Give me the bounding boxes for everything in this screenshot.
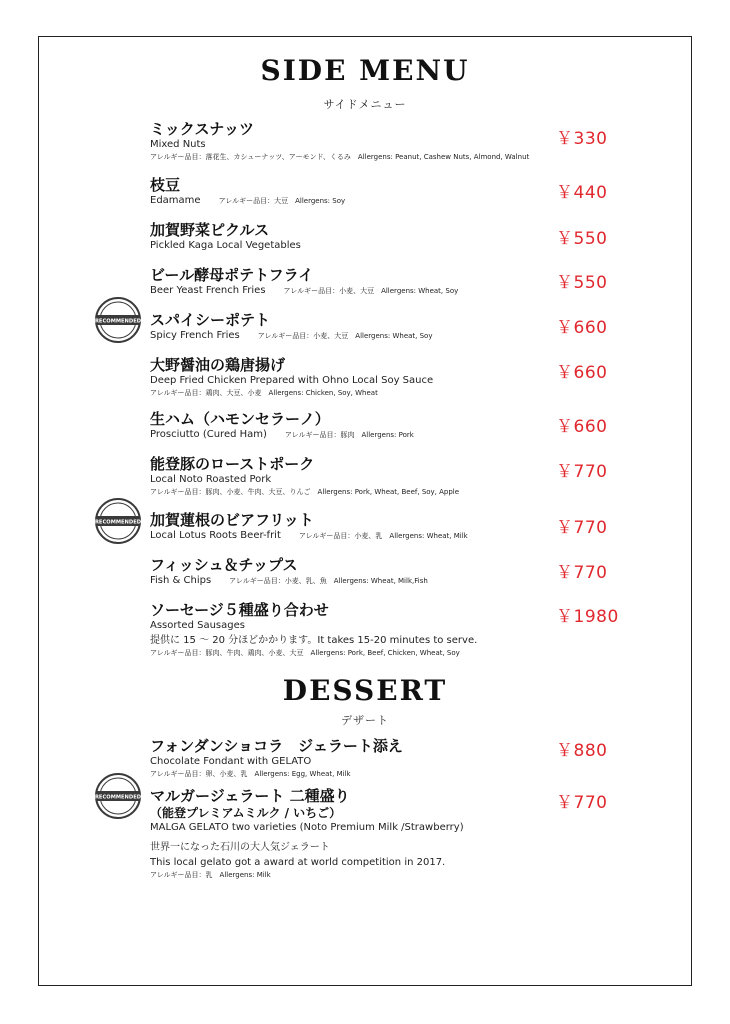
item-note-en: This local gelato got a award at world competition in 2017. — [150, 857, 446, 868]
item-name-en: Local Lotus Roots Beer-frit — [150, 530, 281, 541]
item-allergens: アレルギー品目：豚肉、小麦、牛肉、大豆、りんご Allergens: Pork, Wheat, Beef, Soy, Apple — [150, 488, 460, 496]
item-name-jp-sub: （能登プレミアムミルク / いちご） — [150, 806, 342, 820]
item-allergens: アレルギー品目：大豆 Allergens: Soy — [218, 197, 346, 205]
item-name-en: Beer Yeast French Fries — [150, 285, 266, 296]
item-name-jp: 加賀蓮根のビアフリット — [150, 511, 314, 529]
item-name-jp: フォンダンショコラ ジェラート添え — [150, 737, 403, 755]
item-name-jp: ミックスナッツ — [150, 120, 254, 138]
item-name-en: Spicy French Fries — [150, 330, 240, 341]
item-name-jp: 加賀野菜ピクルス — [150, 221, 270, 239]
item-allergens: アレルギー品目：落花生、カシューナッツ、アーモンド、くるみ Allergens: Peanut, Cashew Nuts, Almond, Walnut — [150, 153, 530, 161]
item-name-jp: スパイシーポテト — [150, 311, 271, 329]
menu-item — [150, 311, 610, 343]
item-name-en: Assorted Sausages — [150, 620, 245, 631]
menu-item — [150, 787, 610, 881]
item-note: 提供に 15 ～ 20 分ほどかかります。It takes 15-20 minutes to serve. — [150, 635, 478, 646]
item-allergens: アレルギー品目：小麦、大豆 Allergens: Wheat, Soy — [257, 332, 433, 340]
recommended-badge — [94, 497, 142, 545]
item-name-en: Local Noto Roasted Pork — [150, 474, 272, 485]
item-name-en: Pickled Kaga Local Vegetables — [150, 240, 301, 251]
menu-item — [150, 511, 610, 543]
item-price: ￥770 — [556, 793, 608, 813]
menu-item — [150, 176, 610, 208]
menu-item — [150, 737, 610, 780]
badge-text: RECOMMENDED — [94, 794, 142, 801]
item-name-jp: ソーセージ５種盛り合わせ — [150, 601, 329, 619]
menu-item — [150, 601, 610, 659]
badge-text: RECOMMENDED — [94, 519, 142, 526]
menu-item — [150, 221, 610, 253]
menu-item — [150, 356, 610, 399]
menu-item — [150, 410, 610, 442]
item-price: ￥880 — [556, 741, 608, 761]
dessert-title: DESSERT — [282, 674, 448, 707]
item-allergens: アレルギー品目：卵、小麦、乳 Allergens: Egg, Wheat, Milk — [150, 770, 351, 778]
dessert-subtitle: デザート — [341, 714, 389, 727]
item-name-en: MALGA GELATO two varieties (Noto Premium Milk /Strawberry) — [150, 822, 464, 833]
item-price: ￥330 — [556, 129, 608, 149]
menu-item — [150, 266, 610, 298]
item-name-en: Edamame — [150, 195, 201, 206]
item-note-jp: 世界一になった石川の大人気ジェラート — [150, 842, 330, 853]
item-name-jp: フィッシュ＆チップス — [150, 556, 298, 574]
badge-text: RECOMMENDED — [94, 318, 142, 325]
item-allergens: アレルギー品目：小麦、大豆 Allergens: Wheat, Soy — [283, 287, 459, 295]
recommended-badge — [94, 296, 142, 344]
item-name-jp: 大野醤油の鶏唐揚げ — [150, 356, 286, 374]
item-allergens: アレルギー品目：豚肉、牛肉、鶏肉、小麦、大豆 Allergens: Pork, Beef, Chicken, Wheat, Soy — [150, 649, 460, 657]
item-price: ￥550 — [556, 229, 608, 249]
item-price: ￥770 — [556, 518, 608, 538]
item-name-en: Fish & Chips — [150, 575, 212, 586]
item-price: ￥660 — [556, 417, 608, 437]
item-allergens: アレルギー品目：鶏肉、大豆、小麦 Allergens: Chicken, Soy, Wheat — [150, 389, 378, 397]
item-name-jp: 枝豆 — [150, 176, 181, 194]
menu-item — [150, 455, 610, 498]
item-name-en: Chocolate Fondant with GELATO — [150, 756, 312, 767]
item-allergens: アレルギー品目：小麦、乳 Allergens: Wheat, Milk — [298, 532, 468, 540]
menu-item — [150, 556, 610, 588]
item-allergens: アレルギー品目：乳 Allergens: Milk — [150, 871, 271, 879]
side-menu-title: SIDE MENU — [260, 54, 470, 87]
side-menu-subtitle: サイドメニュー — [323, 98, 407, 111]
menu-item — [150, 120, 610, 163]
item-name-jp: マルガージェラート 二種盛り — [150, 787, 350, 805]
item-allergens: アレルギー品目：小麦、乳、魚 Allergens: Wheat, Milk,Fish — [229, 577, 428, 585]
item-price: ￥660 — [556, 363, 608, 383]
item-name-jp: ビール酵母ポテトフライ — [150, 266, 314, 284]
item-price: ￥440 — [556, 183, 608, 203]
item-name-jp: 能登豚のローストポーク — [150, 455, 315, 473]
item-allergens: アレルギー品目：豚肉 Allergens: Pork — [284, 431, 414, 439]
item-price: ￥770 — [556, 462, 608, 482]
item-price: ￥770 — [556, 563, 608, 583]
item-price: ￥660 — [556, 318, 608, 338]
recommended-badge — [94, 772, 142, 820]
item-name-en: Prosciutto (Cured Ham) — [150, 429, 267, 440]
item-price: ￥550 — [556, 273, 608, 293]
item-name-en: Deep Fried Chicken Prepared with Ohno Local Soy Sauce — [150, 375, 434, 386]
item-name-jp: 生ハム（ハモンセラーノ） — [150, 410, 330, 428]
item-price: ￥1980 — [556, 607, 619, 627]
item-name-en: Mixed Nuts — [150, 139, 206, 150]
